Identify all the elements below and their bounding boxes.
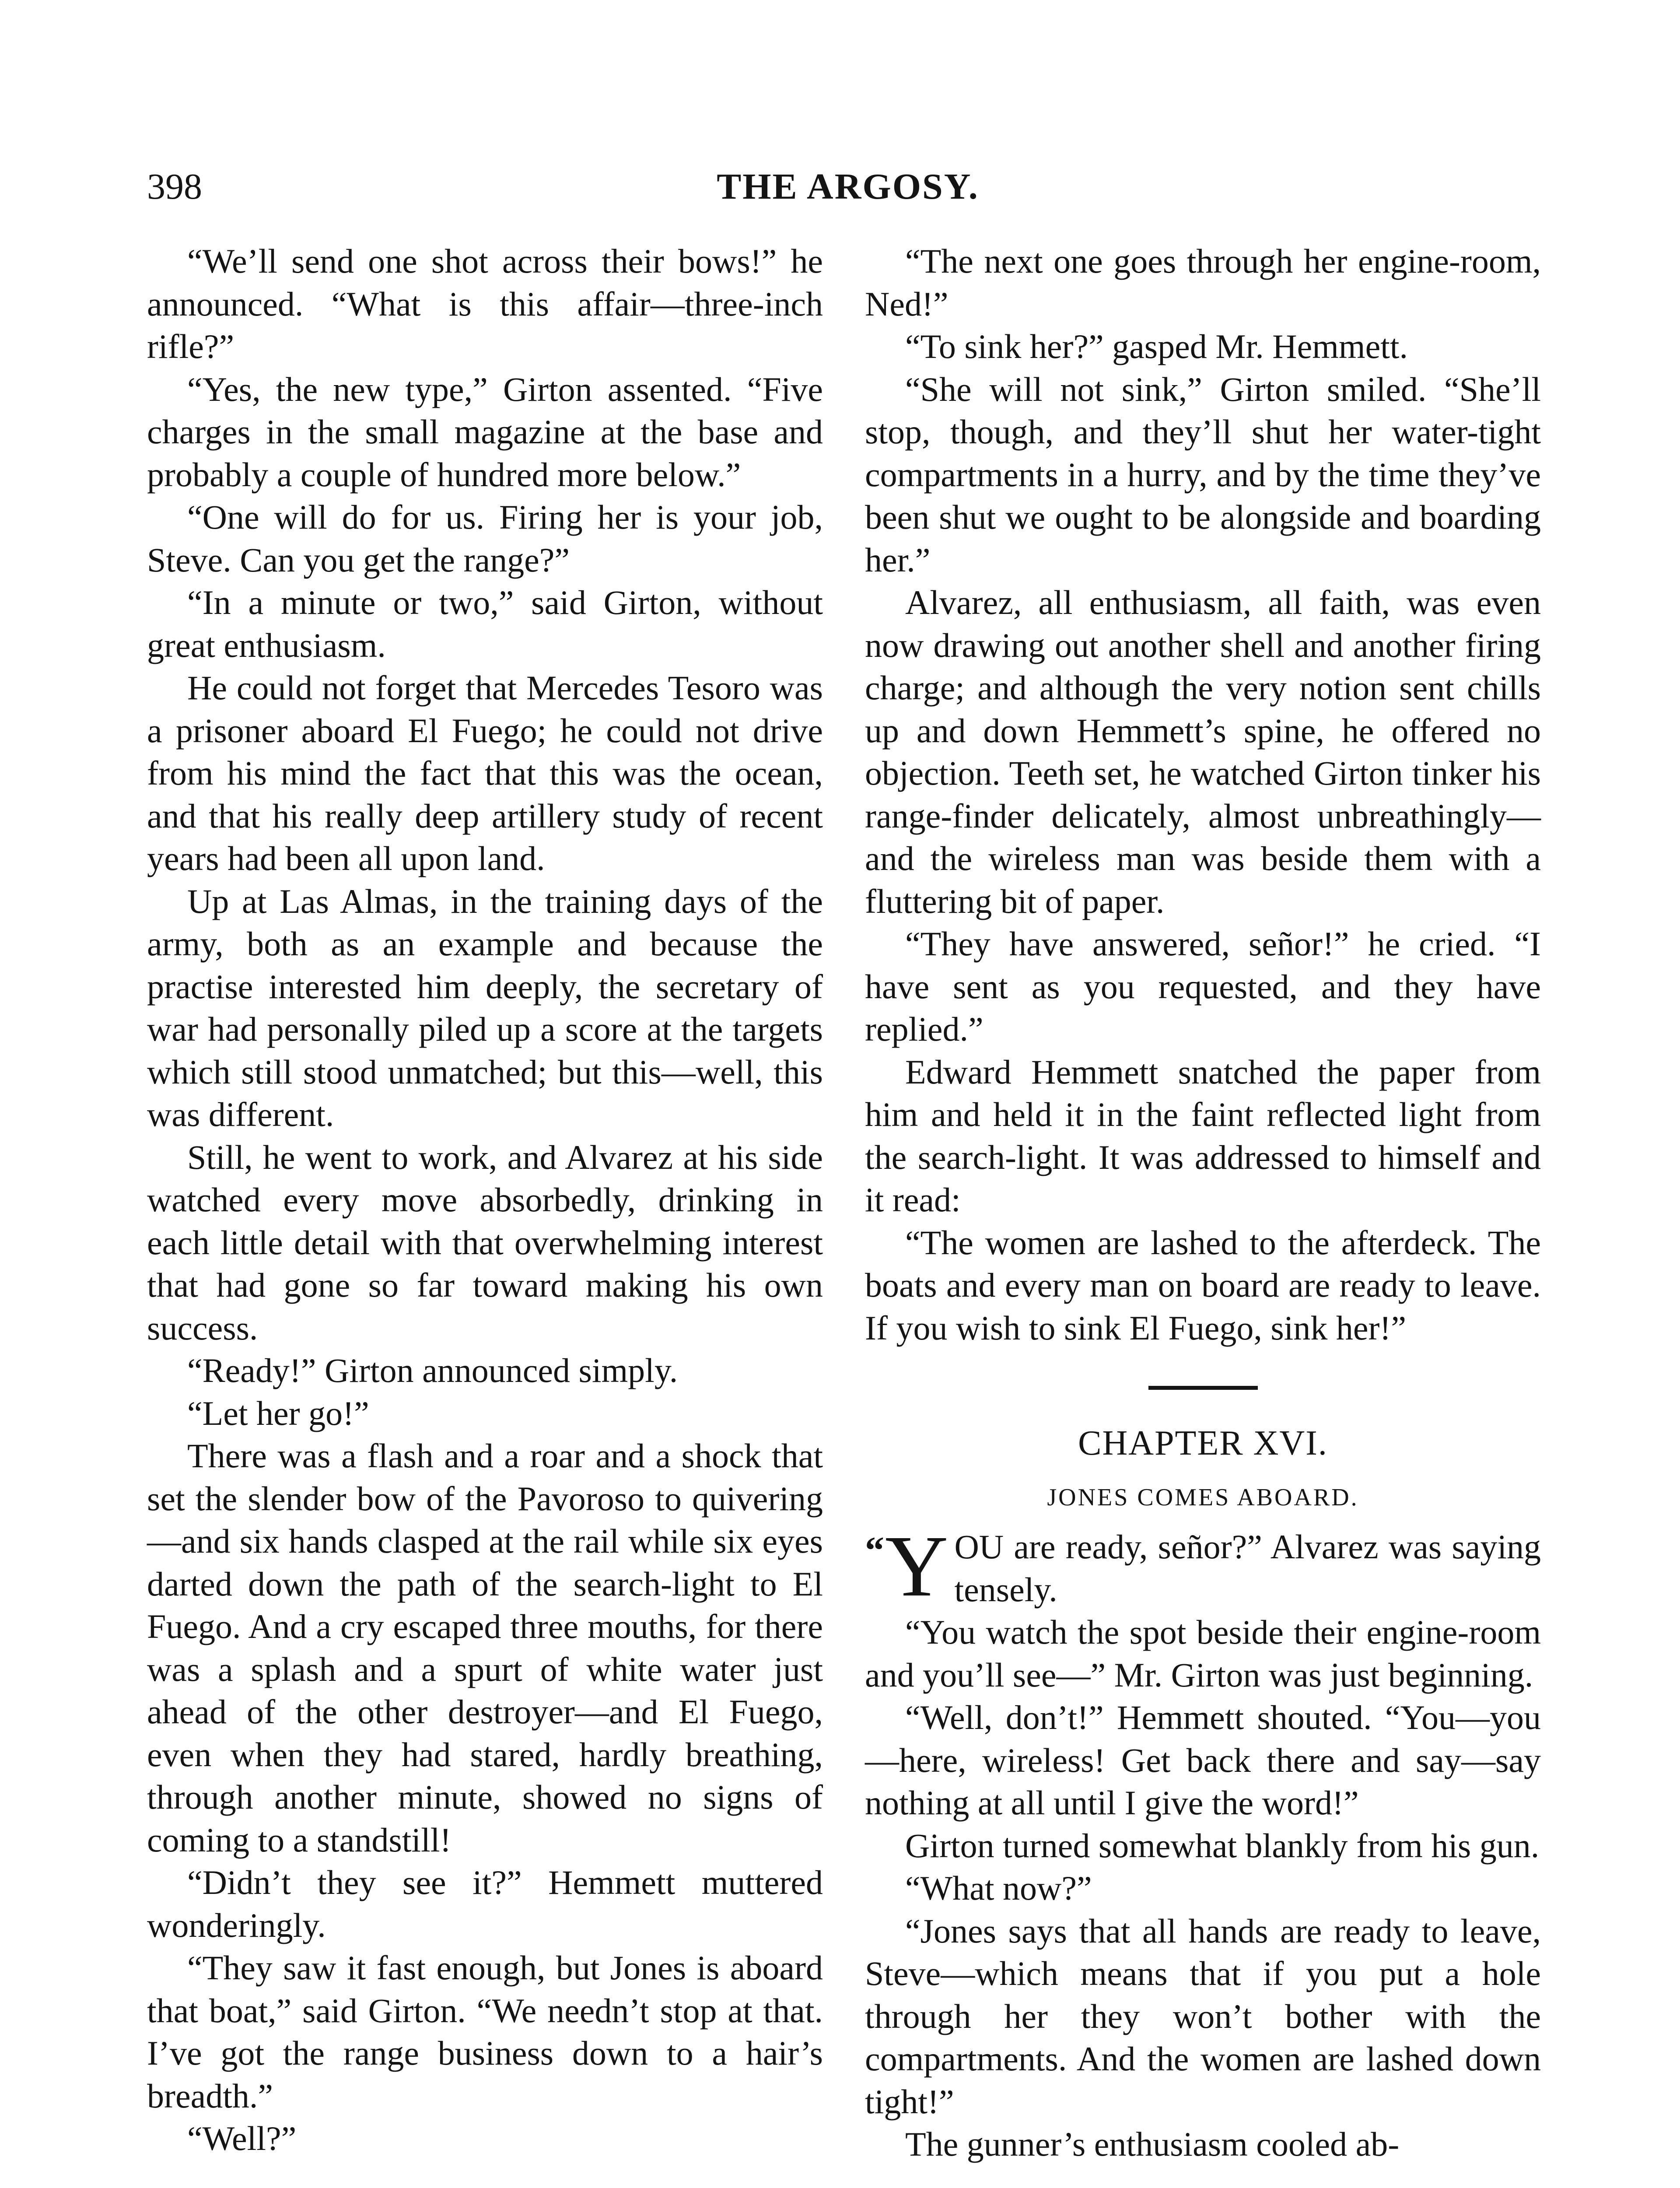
paragraph: “Let her go!” xyxy=(187,1394,369,1432)
paragraph: “Well, don’t!” Hemmett shouted. “You—you—here, wireless! Get back there and say—say nothing at all until I give the word!” xyxy=(865,1698,1541,1822)
paragraph: “Jones says that all hands are ready to leave, Steve—which means that if you put a hole through her they won’t bother with the compartments. And the women are lashed down tight!” xyxy=(865,1911,1541,2121)
paragraph: Still, he went to work, and Alvarez at his side watched every move absorbedly, drinking in each little detail with that overwhelming interest that had gone so far toward making his own success. xyxy=(147,1138,823,1347)
paragraph: “She will not sink,” Girton smiled. “She’ll stop, though, and they’ll shut her water-tight compartments in a hurry, and by the time they’ve been shut we ought to be alongside and boarding her.” xyxy=(865,370,1541,579)
drop-cap: Y xyxy=(885,1518,948,1615)
paragraph: Alvarez, all enthusiasm, all faith, was even now drawing out another shell and another firing charge; and although the very notion sent chills up and down Hemmett’s spine, he offered no objection. Teeth set, he watched Girton tinker his range-finder delicately, almost unbreathingly—and the wireless man was beside them with a fluttering bit of paper. xyxy=(865,583,1541,920)
paragraph: “The next one goes through her engine-room, Ned!” xyxy=(865,242,1541,323)
paragraph: Edward Hemmett snatched the paper from him and held it in the faint reflected light from the search-light. It was addressed to himself and it read: xyxy=(865,1052,1541,1219)
paragraph: “Didn’t they see it?” Hemmett muttered wonderingly. xyxy=(147,1863,823,1944)
page-header xyxy=(147,163,1549,211)
paragraph: “They have answered, señor!” he cried. “I have sent as you requested, and they have replied.” xyxy=(865,925,1541,1048)
paragraph: “In a minute or two,” said Girton, without great enthusiasm. xyxy=(147,583,823,664)
paragraph: Girton turned somewhat blankly from his gun. xyxy=(905,1826,1540,1865)
right-column xyxy=(865,240,1541,2166)
section-divider xyxy=(1148,1386,1258,1390)
paragraph: “You watch the spot beside their engine-room and you’ll see—” Mr. Girton was just beginning. xyxy=(865,1613,1541,1694)
paragraph: “Yes, the new type,” Girton assented. “Five charges in the small magazine at the base and probably a couple of hundred more below.” xyxy=(147,370,823,494)
opening-quote-mark: “ xyxy=(865,1529,884,1572)
paragraph: “They saw it fast enough, but Jones is aboard that boat,” said Girton. “We needn’t stop at that. I’ve got the range business down to a hair’s breadth.” xyxy=(147,1949,823,2115)
paragraph: “One will do for us. Firing her is your job, Steve. Can you get the range?” xyxy=(147,498,823,579)
page-number: 398 xyxy=(147,166,202,207)
chapter-opening-paragraph xyxy=(865,1518,1541,1615)
paragraph: “What now?” xyxy=(905,1869,1092,1907)
chapter-subtitle: JONES COMES ABOARD. xyxy=(1047,1484,1359,1511)
chapter-title: CHAPTER XVI. xyxy=(1078,1424,1328,1462)
paragraph: “The women are lashed to the afterdeck. The boats and every man on board are ready to leave. If you wish to sink El Fuego, sink her!” xyxy=(865,1223,1541,1347)
paragraph: “Ready!” Girton announced simply. xyxy=(187,1351,678,1389)
paragraph: “Well?” xyxy=(187,2119,297,2157)
paragraph: “To sink her?” gasped Mr. Hemmett. xyxy=(905,327,1408,365)
running-title: THE ARGOSY. xyxy=(717,166,979,207)
paragraph: Up at Las Almas, in the training days of the army, both as an example and because the practise interested him deeply, the secretary of war had personally piled up a score at the targets which still stood unmatched; but this—well, this was different. xyxy=(147,882,823,1133)
paragraph: “We’ll send one shot across their bows!” he announced. “What is this affair—three-inch rifle?” xyxy=(147,242,823,365)
paragraph: He could not forget that Mercedes Tesoro was a prisoner aboard El Fuego; he could not drive from his mind the fact that this was the ocean, and that his really deep artillery study of recent years had been all upon land. xyxy=(147,669,823,877)
paragraph: The gunner’s enthusiasm cooled ab- xyxy=(905,2125,1400,2163)
paragraph: There was a flash and a roar and a shock that set the slender bow of the Pavoroso to quivering—and six hands clasped at the rail while six eyes darted down the path of the search-light to El Fuego. And a cry escaped three mouths, for there was a splash and a spurt of white water just ahead of the other destroyer—and El Fuego, even when they had stared, hardly breathing, through another minute, showed no signs of coming to a standstill! xyxy=(147,1437,823,1859)
opening-text: OU are ready, señor?” Alvarez was saying tensely. xyxy=(954,1528,1541,1609)
left-column xyxy=(147,240,823,2160)
